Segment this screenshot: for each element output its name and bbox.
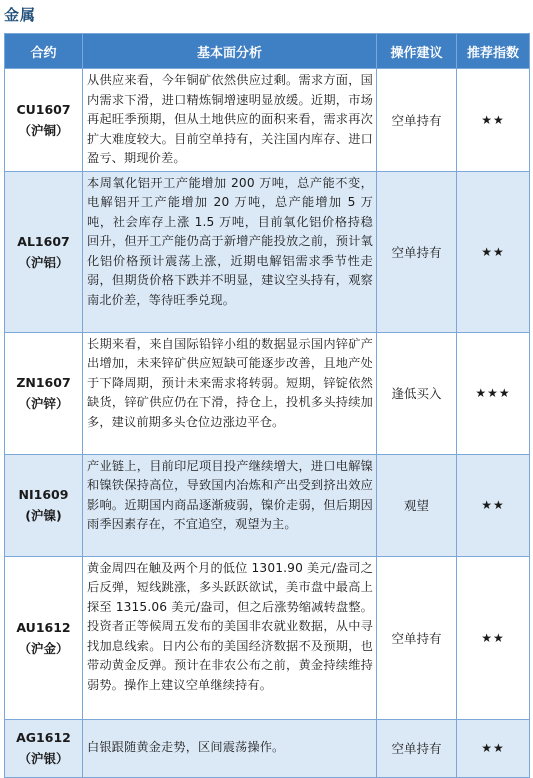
table-header-row bbox=[5, 34, 530, 69]
rating-stars: ★★ bbox=[457, 454, 530, 556]
analysis-cell: 本周氧化铝开工产能增加 200 万吨，总产能不变，电解铝开工产能增加 20 万吨，总产能增加 5 万吨，社会库存上涨 1.5 万吨，目前氧化铝价格持稳回升，但开工产能仍高于新增产能投放之前，预计氧化铝价格预计震荡上涨，近期电解铝需求季节性走弱，但期货价格下跌并不明显，建议空头持有，观察南北价差，等待旺季兑现。 bbox=[83, 171, 377, 332]
contract-cell bbox=[5, 332, 83, 454]
advice-cell: 空单持有 bbox=[377, 556, 457, 719]
advice-cell: 空单持有 bbox=[377, 69, 457, 172]
analysis-cell: 白银跟随黄金走势，区间震荡操作。 bbox=[83, 719, 377, 777]
table-row bbox=[5, 454, 530, 556]
contract-name: （沪锌） bbox=[18, 396, 69, 411]
table-row bbox=[5, 719, 530, 777]
analysis-cell: 从供应来看，今年铜矿依然供应过剩。需求方面，国内需求下滑，进口精炼铜增速明显放缓。近期，市场再起旺季预期，但从土地供应的面积来看，需求再次扩大难度较大。目前空单持有，关注国内库存、进口盈亏、期现价差。 bbox=[83, 69, 377, 172]
contract-name: (沪镍) bbox=[25, 508, 62, 523]
contract-code: AU1612 bbox=[16, 619, 71, 635]
rating-stars: ★★ bbox=[457, 171, 530, 332]
contract-cell bbox=[5, 69, 83, 172]
table-row bbox=[5, 556, 530, 719]
contract-name: （沪铝） bbox=[18, 254, 69, 270]
contract-cell bbox=[5, 556, 83, 719]
header-advice: 操作建议 bbox=[377, 34, 457, 69]
advice-cell: 观望 bbox=[377, 454, 457, 556]
table-row bbox=[5, 171, 530, 332]
contract-name: （沪金） bbox=[18, 640, 69, 656]
header-rating: 推荐指数 bbox=[457, 34, 530, 69]
advice-cell: 逢低买入 bbox=[377, 332, 457, 454]
table-row bbox=[5, 69, 530, 172]
advice-cell: 空单持有 bbox=[377, 719, 457, 777]
rating-stars: ★★ bbox=[457, 719, 530, 777]
analysis-cell: 长期来看，来自国际铅锌小组的数据显示国内锌矿产出增加，未来锌矿供应短缺可能逐步改善，且地产处于下降周期，预计未来需求将转弱。短期，锌锭依然缺货，锌矿供应仍在下滑，持仓上，投机多头持续加多，建议前期多头仓位边涨边平仓。 bbox=[83, 332, 377, 454]
advice-cell: 空单持有 bbox=[377, 171, 457, 332]
section-title: 金属 bbox=[4, 6, 37, 24]
contract-code: NI1609 bbox=[18, 487, 69, 502]
table-row bbox=[5, 332, 530, 454]
contract-name: （沪铜） bbox=[18, 122, 69, 138]
contract-cell bbox=[5, 454, 83, 556]
rating-stars: ★★ bbox=[457, 556, 530, 719]
contract-code: ZN1607 bbox=[16, 375, 71, 390]
analysis-cell: 黄金周四在触及两个月的低位 1301.90 美元/盎司之后反弹，短线跳涨，多头跃跃欲试，美市盘中最高上探至 1315.06 美元/盎司，但之后涨势缩减转盘整。投资者正等候周五发布的美国非农就业数据，从中寻找加息线索。日内公布的美国经济数据不及预期，也带动黄金反弹。预计在非农公布之前，黄金持续维持弱势。操作上建议空单继续持有。 bbox=[83, 556, 377, 719]
header-contract: 合约 bbox=[5, 34, 83, 69]
analysis-cell: 产业链上，目前印尼项目投产继续增大，进口电解镍和镍铁保持高位，导致国内冶炼和产出受到挤出效应影响。近期国内商品逐渐疲弱，镍价走弱，但后期因雨季因素存在，不宜追空，观望为主。 bbox=[83, 454, 377, 556]
contract-cell bbox=[5, 719, 83, 777]
rating-stars: ★★★ bbox=[457, 332, 530, 454]
rating-stars: ★★ bbox=[457, 69, 530, 172]
contract-name: （沪银） bbox=[18, 751, 69, 766]
contract-code: AL1607 bbox=[17, 233, 70, 249]
metals-table bbox=[4, 33, 530, 778]
contract-code: AG1612 bbox=[16, 730, 71, 745]
contract-cell bbox=[5, 171, 83, 332]
contract-code: CU1607 bbox=[16, 101, 71, 117]
header-analysis: 基本面分析 bbox=[83, 34, 377, 69]
